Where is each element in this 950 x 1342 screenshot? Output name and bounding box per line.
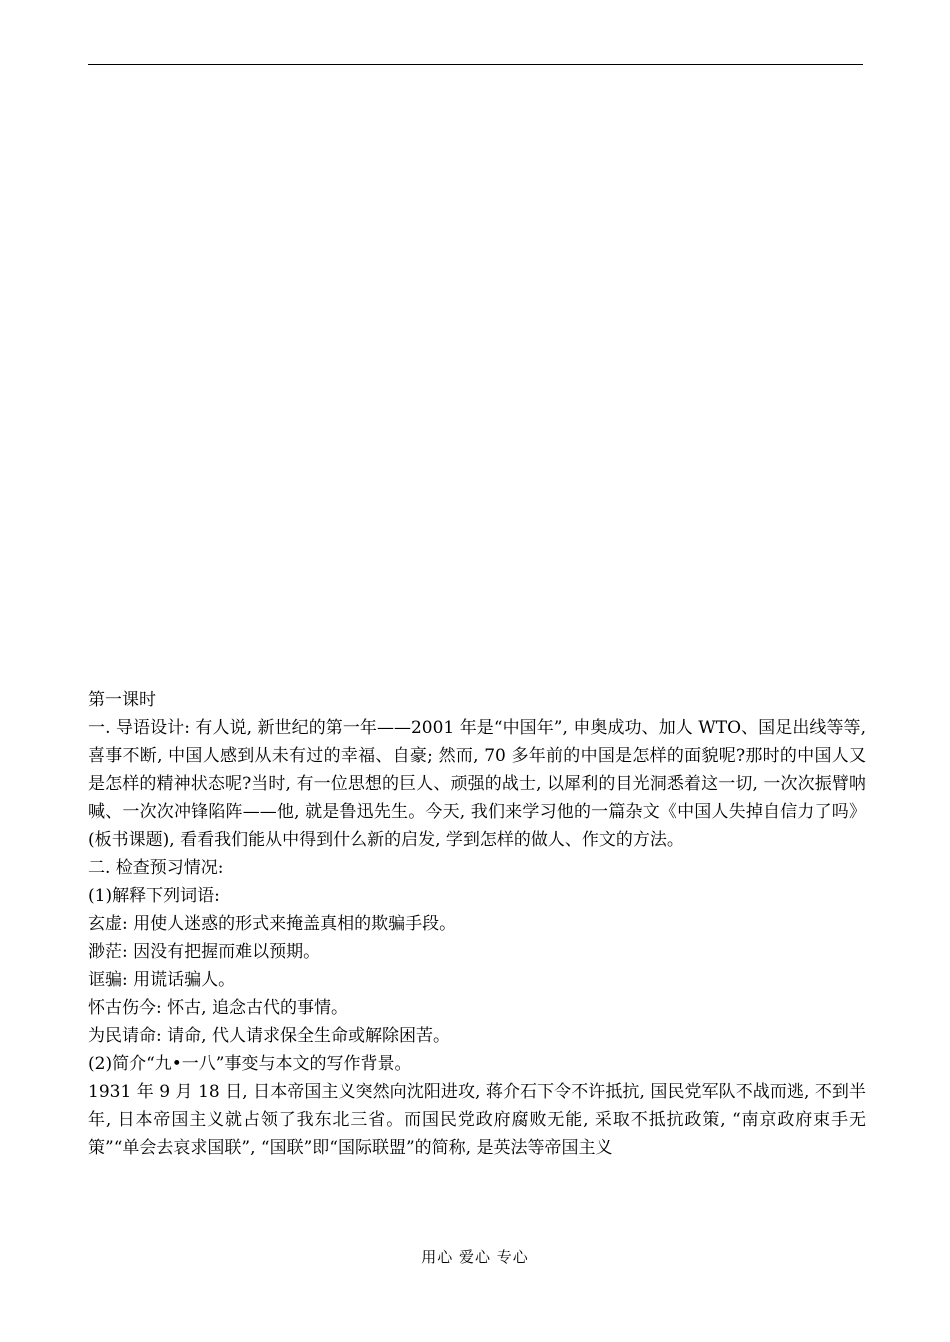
vocab-item: 为民请命: 请命, 代人请求保全生命或解除困苦。: [88, 1026, 450, 1046]
intro-paragraph: 一. 导语设计: 有人说, 新世纪的第一年——2001 年是“中国年”, 申奥成功、加人 WTO、国足出线等等, 喜事不断, 中国人感到从未有过的幸福、自豪; 然而, 70 多年前的中国是怎样的面貌呢?那时的中国人又是怎样的精神状态呢?当时, 有一位思想的巨人、顽强的战士, 以犀利的目光洞悉着这一切, 一次次振臂呐喊、一次次冲锋陷阵——他, 就是鲁迅先生。今天, 我们来学习他的一篇杂文《中国人失掉自信力了吗》(板书课题), 看看我们能从中得到什么新的启发, 学到怎样的做人、作文的方法。: [88, 718, 866, 850]
background-paragraph: 1931 年 9 月 18 日, 日本帝国主义突然向沈阳进攻, 蒋介石下令不许抵抗, 国民党军队不战而逃, 不到半年, 日本帝国主义就占领了我东北三省。而国民党政府腐败无能, 采取不抵抗政策, “南京政府束手无策”“单会去哀求国联”, “国联”即“国际联盟”的简称, 是英法等帝国主义: [88, 1082, 866, 1158]
vocab-item: 诓骗: 用谎话骗人。: [88, 970, 236, 990]
document-body: [88, 686, 866, 1162]
vocab-item: 玄虚: 用使人迷惑的形式来掩盖真相的欺骗手段。: [88, 914, 457, 934]
vocab-item: 怀古伤今: 怀古, 追念古代的事情。: [88, 998, 348, 1018]
vocab-heading: (1)解释下列词语:: [88, 886, 220, 906]
section-heading-preview-check: 二. 检查预习情况:: [88, 858, 224, 878]
lesson-title: 第一课时: [88, 690, 156, 710]
header-rule: [88, 64, 863, 65]
background-heading: (2)简介“九•一八”事变与本文的写作背景。: [88, 1054, 412, 1074]
page-footer: 用心 爱心 专心: [421, 1248, 529, 1266]
vocab-item: 渺茫: 因没有把握而难以预期。: [88, 942, 321, 962]
